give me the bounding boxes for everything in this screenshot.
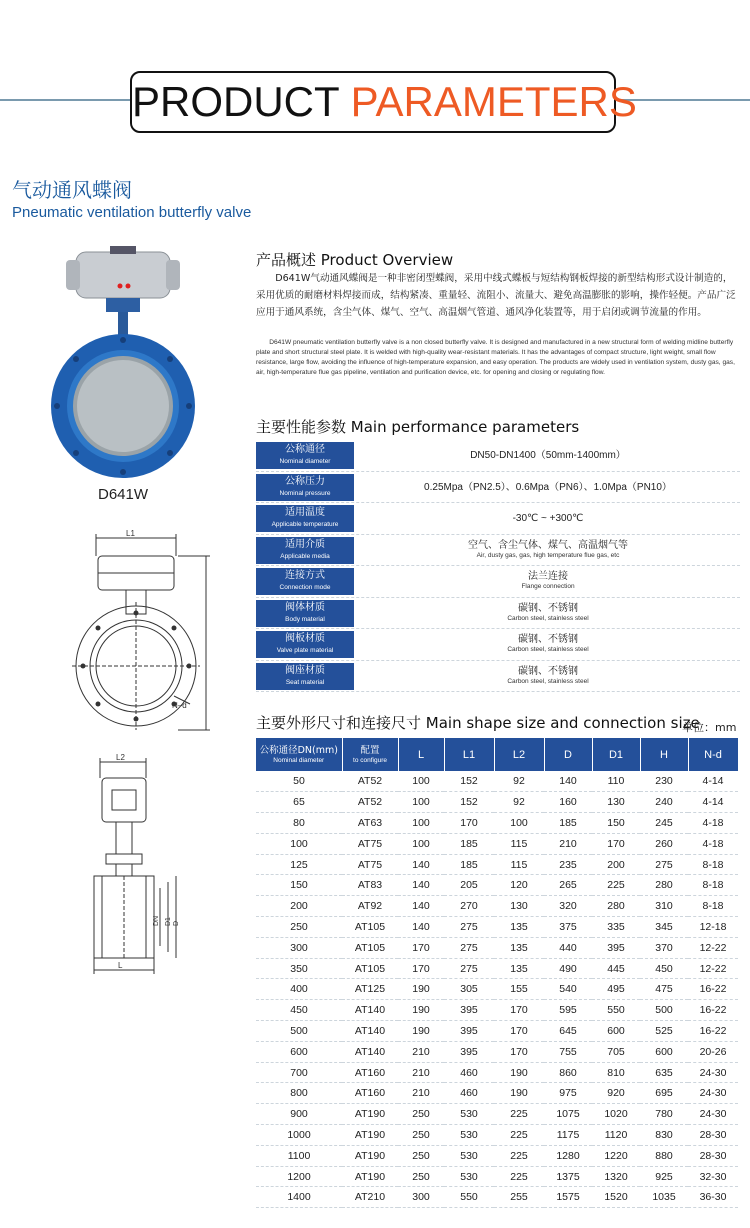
table-cell: 225 [592,875,640,896]
perf-label: 连接方式 Connection mode [256,568,354,595]
table-cell: 100 [398,771,444,792]
label-l: L [118,961,123,970]
table-cell: 80 [256,813,342,834]
table-cell: 115 [494,833,544,854]
table-cell: 4-18 [688,813,738,834]
table-cell: 395 [444,1000,494,1021]
table-cell: 395 [444,1021,494,1042]
perf-row-plate-material [256,629,740,661]
table-cell: 170 [398,958,444,979]
col-header-d: D [544,738,592,771]
table-cell: 1575 [544,1187,592,1208]
table-cell: 100 [256,833,342,854]
table-cell: 160 [544,792,592,813]
perf-row-nominal-pressure [256,472,740,504]
perf-label: 适用介质 Applicable media [256,537,354,564]
table-cell: 275 [444,937,494,958]
perf-value: 碳钢、不锈钢 Carbon steel, stainless steel [507,634,589,653]
table-cell: AT105 [342,958,398,979]
table-cell: AT105 [342,917,398,938]
table-row [256,1125,738,1146]
perf-label: 公称压力 Nominal pressure [256,474,354,501]
table-cell: 240 [640,792,688,813]
label-nd: N–d [172,701,187,710]
table-cell: 395 [592,937,640,958]
table-cell: 300 [256,937,342,958]
dimensions-heading: 主要外形尺寸和连接尺寸 Main shape size and connection size [256,714,700,732]
product-title-en: Pneumatic ventilation butterfly valve [12,204,252,221]
table-cell: 755 [544,1041,592,1062]
col-header-nd: N-d [688,738,738,771]
table-cell: 225 [494,1145,544,1166]
table-cell: 400 [256,979,342,1000]
table-row [256,1104,738,1125]
table-cell: 32-30 [688,1166,738,1187]
table-cell: 230 [640,771,688,792]
table-cell: AT83 [342,875,398,896]
perf-row-connection [256,566,740,598]
valve-side-drawing [90,750,180,980]
table-cell: 16-22 [688,979,738,1000]
table-cell: 190 [398,979,444,1000]
table-cell: 320 [544,896,592,917]
table-cell: 135 [494,958,544,979]
table-cell: 100 [398,792,444,813]
table-cell: 265 [544,875,592,896]
table-cell: 28-30 [688,1125,738,1146]
table-row [256,792,738,813]
table-cell: 210 [398,1083,444,1104]
table-cell: AT105 [342,937,398,958]
table-cell: 440 [544,937,592,958]
table-cell: AT190 [342,1125,398,1146]
table-cell: 1120 [592,1125,640,1146]
table-cell: 830 [640,1125,688,1146]
table-cell: 780 [640,1104,688,1125]
table-cell: 185 [444,833,494,854]
table-cell: 530 [444,1104,494,1125]
table-cell: AT140 [342,1041,398,1062]
table-cell: 540 [544,979,592,1000]
table-cell: 530 [444,1125,494,1146]
table-cell: 250 [398,1104,444,1125]
banner-word-parameters: PARAMETERS [350,78,637,125]
table-cell: 550 [444,1187,494,1208]
table-cell: 155 [494,979,544,1000]
perf-value: DN50-DN1400（50mm-1400mm） [470,450,626,461]
table-cell: 210 [398,1041,444,1062]
table-row [256,854,738,875]
label-d: D [173,920,180,926]
banner-word-product: PRODUCT [132,78,339,125]
table-cell: 4-14 [688,792,738,813]
table-cell: 305 [444,979,494,1000]
table-row [256,1187,738,1208]
table-cell: 4-18 [688,833,738,854]
perf-value: 碳钢、不锈钢 Carbon steel, stainless steel [507,665,589,685]
perf-value: -30℃ ~ +300℃ [512,513,584,524]
table-cell: 130 [494,896,544,917]
perf-row-seat-material [256,661,740,693]
table-cell: 250 [398,1166,444,1187]
overview-heading: 产品概述 Product Overview [256,251,454,269]
perf-label: 阀板材质 Valve plate material [256,631,354,658]
perf-row-media [256,535,740,567]
table-row [256,1145,738,1166]
table-cell: 185 [444,854,494,875]
table-cell: 530 [444,1145,494,1166]
table-cell: 190 [398,1000,444,1021]
table-cell: 445 [592,958,640,979]
perf-label: 适用温度 Applicable temperature [256,505,354,532]
table-cell: 1175 [544,1125,592,1146]
table-row [256,1021,738,1042]
table-cell: 810 [592,1062,640,1083]
table-cell: 925 [640,1166,688,1187]
table-cell: 495 [592,979,640,1000]
table-cell: 170 [444,813,494,834]
table-cell: AT75 [342,833,398,854]
table-cell: 190 [494,1062,544,1083]
table-cell: 1020 [592,1104,640,1125]
perf-label: 公称通径 Nominal diameter [256,442,354,469]
dimensions-body [256,771,738,1208]
table-cell: 370 [640,937,688,958]
table-cell: 12-22 [688,958,738,979]
overview-text-cn: D641W气动通风蝶阀是一种非密闭型蝶阀，采用中线式蝶板与短结构钢板焊接的新型结构形式设计制造的，采用优质的耐磨材料焊接而成，结构紧凑、重量轻、流阻小、流量大、避免高温膨胀的影响，操作轻便。产品广泛应用于通风系统，含尘气体、煤气、空气、高温烟气管道、通风净化装置等，用于启闭或调节流量的作用。 [256,273,736,318]
perf-label: 阀体材质 Body material [256,600,354,627]
col-header-configure: 配置 to configure [342,738,398,771]
banner-title [130,71,637,133]
table-cell: 92 [494,771,544,792]
table-cell: 310 [640,896,688,917]
label-l2: L2 [116,753,125,762]
table-cell: 8-18 [688,854,738,875]
table-cell: 110 [592,771,640,792]
table-cell: 245 [640,813,688,834]
table-cell: 152 [444,792,494,813]
table-cell: 1000 [256,1125,342,1146]
table-cell: 135 [494,937,544,958]
table-cell: 24-30 [688,1083,738,1104]
table-cell: 225 [494,1166,544,1187]
table-row [256,979,738,1000]
table-cell: AT140 [342,1000,398,1021]
perf-value: 碳钢、不锈钢 Carbon steel, stainless steel [507,602,589,622]
table-cell: 275 [444,958,494,979]
perf-value: 法兰连接 Flange connection [521,571,575,590]
table-cell: AT52 [342,792,398,813]
table-cell: 24-30 [688,1104,738,1125]
table-cell: 250 [256,917,342,938]
table-cell: 1100 [256,1145,342,1166]
dimensions-header-row [256,738,738,771]
table-cell: 140 [398,875,444,896]
table-cell: 65 [256,792,342,813]
table-cell: 260 [640,833,688,854]
table-cell: 24-30 [688,1062,738,1083]
table-cell: 975 [544,1083,592,1104]
table-cell: 150 [256,875,342,896]
table-cell: 635 [640,1062,688,1083]
table-cell: 170 [398,937,444,958]
perf-label: 阀座材质 Seat material [256,663,354,690]
table-cell: 200 [256,896,342,917]
table-row [256,813,738,834]
banner-line-left [0,99,130,101]
table-cell: 530 [444,1166,494,1187]
table-row [256,1083,738,1104]
table-row [256,896,738,917]
table-cell: 4-14 [688,771,738,792]
perf-row-temperature [256,503,740,535]
table-cell: 1200 [256,1166,342,1187]
valve-photo [48,246,198,484]
table-cell: 135 [494,917,544,938]
col-header-dn: 公称通径DN(mm) Nominal diameter [256,738,342,771]
table-cell: 20-26 [688,1041,738,1062]
table-cell: 50 [256,771,342,792]
table-cell: 1320 [592,1166,640,1187]
perf-row-nominal-diameter [256,440,740,472]
table-cell: 130 [592,792,640,813]
table-cell: 210 [398,1062,444,1083]
performance-heading: 主要性能参数 Main performance parameters [256,418,580,436]
table-cell: 140 [398,896,444,917]
product-title-cn: 气动通风蝶阀 [12,178,132,202]
table-cell: 28-30 [688,1145,738,1166]
table-cell: 920 [592,1083,640,1104]
table-cell: 8-18 [688,896,738,917]
table-cell: 460 [444,1062,494,1083]
overview-text-en: D641W pneumatic ventilation butterfly valve is a non closed butterfly valve. It is designed and manufactured in a new structural form of welding midline butterfly plate and short structural steel plate. It is welded with high-quality wear-resistant materials. It has the advantages of compact structure, light weight, small flow resistance, large flow, avoiding the influence of high-temperature expansion, and easy operation. The products are widely used in ventilation system, dusty gas, gas, air, high-temperature flue gas pipeline, ventilation and purification device, etc. for opening and closing or regulating flow. [256,339,735,376]
table-cell: AT160 [342,1083,398,1104]
table-cell: 375 [544,917,592,938]
table-cell: AT190 [342,1145,398,1166]
table-cell: AT63 [342,813,398,834]
table-cell: 92 [494,792,544,813]
table-row [256,1166,738,1187]
table-cell: 200 [592,854,640,875]
table-cell: 350 [256,958,342,979]
label-l1: L1 [126,529,135,538]
table-cell: 1280 [544,1145,592,1166]
table-cell: AT160 [342,1062,398,1083]
table-cell: 490 [544,958,592,979]
dimensions-unit: 单位：mm [682,721,737,734]
col-header-l: L [398,738,444,771]
table-cell: 225 [494,1125,544,1146]
table-cell: 345 [640,917,688,938]
valve-front-drawing [60,526,220,736]
table-cell: 152 [444,771,494,792]
table-cell: 170 [494,1000,544,1021]
table-row [256,1062,738,1083]
table-cell: 270 [444,896,494,917]
col-header-d1: D1 [592,738,640,771]
table-cell: AT75 [342,854,398,875]
table-cell: 210 [544,833,592,854]
table-cell: 900 [256,1104,342,1125]
table-cell: 250 [398,1125,444,1146]
table-cell: 1400 [256,1187,342,1208]
table-cell: 460 [444,1083,494,1104]
table-cell: 600 [640,1041,688,1062]
perf-value: 0.25Mpa（PN2.5）、0.6Mpa（PN6）、1.0Mpa（PN10） [424,481,672,493]
table-cell: 800 [256,1083,342,1104]
perf-value: 空气、含尘气体、煤气、高温烟气等 Air, dusty gas, gas, high temperature flue gas, etc [468,539,628,559]
valve-model-caption: D641W [98,486,149,503]
table-cell: 705 [592,1041,640,1062]
table-cell: 475 [640,979,688,1000]
table-cell: 255 [494,1187,544,1208]
table-cell: 185 [544,813,592,834]
table-cell: 300 [398,1187,444,1208]
table-cell: 1035 [640,1187,688,1208]
table-cell: 700 [256,1062,342,1083]
table-cell: AT92 [342,896,398,917]
table-cell: 450 [256,1000,342,1021]
table-cell: 225 [494,1104,544,1125]
table-cell: 100 [398,833,444,854]
table-cell: 450 [640,958,688,979]
table-row [256,1041,738,1062]
table-cell: AT190 [342,1166,398,1187]
table-row [256,875,738,896]
table-row [256,958,738,979]
table-row [256,771,738,792]
table-cell: 100 [398,813,444,834]
table-cell: 235 [544,854,592,875]
table-cell: 395 [444,1041,494,1062]
table-cell: 100 [494,813,544,834]
table-cell: 170 [494,1021,544,1042]
label-dn: DN [153,915,160,926]
table-cell: 190 [494,1083,544,1104]
table-cell: 1375 [544,1166,592,1187]
col-header-h: H [640,738,688,771]
table-cell: 860 [544,1062,592,1083]
col-header-l2: L2 [494,738,544,771]
table-cell: 275 [444,917,494,938]
table-cell: 170 [494,1041,544,1062]
table-cell: 8-18 [688,875,738,896]
table-cell: 36-30 [688,1187,738,1208]
col-header-l1: L1 [444,738,494,771]
table-cell: AT190 [342,1104,398,1125]
table-cell: 140 [544,771,592,792]
table-cell: 115 [494,854,544,875]
table-cell: 500 [640,1000,688,1021]
table-row [256,1000,738,1021]
table-cell: 550 [592,1000,640,1021]
table-cell: 275 [640,854,688,875]
table-cell: 1220 [592,1145,640,1166]
table-cell: 280 [640,875,688,896]
table-cell: AT125 [342,979,398,1000]
table-cell: 600 [256,1041,342,1062]
table-cell: AT52 [342,771,398,792]
table-row [256,917,738,938]
table-cell: 140 [398,854,444,875]
table-cell: 600 [592,1021,640,1042]
table-cell: 125 [256,854,342,875]
table-cell: 205 [444,875,494,896]
table-cell: 16-22 [688,1021,738,1042]
table-cell: 140 [398,917,444,938]
performance-table [256,440,740,692]
table-cell: 880 [640,1145,688,1166]
table-cell: 280 [592,896,640,917]
table-cell: AT210 [342,1187,398,1208]
table-cell: 16-22 [688,1000,738,1021]
table-cell: 525 [640,1021,688,1042]
table-cell: 170 [592,833,640,854]
table-cell: 500 [256,1021,342,1042]
label-d1: D1 [165,917,172,926]
table-row [256,833,738,854]
table-cell: 150 [592,813,640,834]
table-cell: 190 [398,1021,444,1042]
table-row [256,937,738,958]
table-cell: 120 [494,875,544,896]
table-cell: 1520 [592,1187,640,1208]
table-cell: 595 [544,1000,592,1021]
table-cell: 12-18 [688,917,738,938]
table-cell: AT140 [342,1021,398,1042]
table-cell: 1075 [544,1104,592,1125]
table-cell: 250 [398,1145,444,1166]
dimensions-table [256,738,739,1208]
table-cell: 12-22 [688,937,738,958]
perf-row-body-material [256,598,740,630]
table-cell: 695 [640,1083,688,1104]
table-cell: 645 [544,1021,592,1042]
table-cell: 335 [592,917,640,938]
